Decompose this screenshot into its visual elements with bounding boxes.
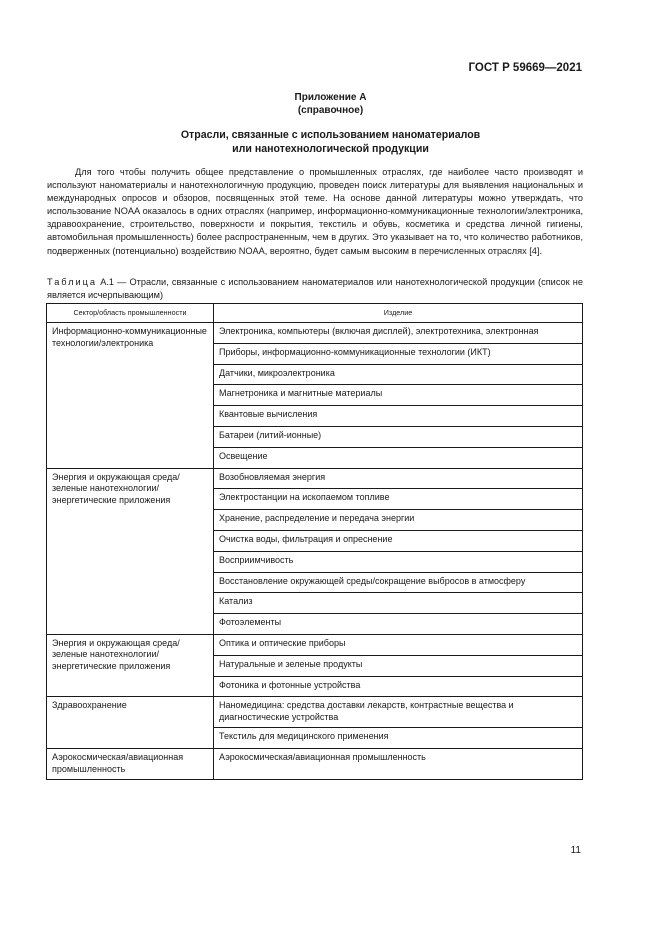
appendix-type: (справочное) [297, 105, 364, 116]
product-cell: Очистка воды, фильтрация и опреснение [214, 530, 583, 551]
product-cell: Аэрокосмическая/авиационная промышленность [214, 749, 583, 780]
sector-cell: Энергия и окружающая среда/зеленые нанотехнологии/энергетические приложения [47, 468, 214, 634]
sector-cell: Информационно-коммуникационные технологии/электроника [47, 323, 214, 469]
product-cell: Квантовые вычисления [214, 406, 583, 427]
caption-label: Таблица [47, 277, 98, 287]
product-cell: Текстиль для медицинского применения [214, 728, 583, 749]
sector-cell: Энергия и окружающая среда/зеленые нанотехнологии/энергетические приложения [47, 634, 214, 696]
product-cell: Фотоэлементы [214, 614, 583, 635]
product-cell: Оптика и оптические приборы [214, 634, 583, 655]
product-cell: Фотоника и фотонные устройства [214, 676, 583, 697]
product-cell: Восстановление окружающей среды/сокращение выбросов в атмосферу [214, 572, 583, 593]
standard-number: ГОСТ Р 59669—2021 [468, 62, 582, 74]
product-cell: Возобновляемая энергия [214, 468, 583, 489]
industries-table [46, 303, 583, 780]
table-caption [47, 276, 583, 301]
page-number: 11 [570, 845, 581, 856]
sector-cell: Здравоохранение [47, 697, 214, 749]
product-cell: Катализ [214, 593, 583, 614]
product-cell: Электростанции на ископаемом топливе [214, 489, 583, 510]
product-cell: Магнетроника и магнитные материалы [214, 385, 583, 406]
table-row [47, 323, 583, 344]
appendix-heading [0, 91, 661, 117]
table-row [47, 634, 583, 655]
appendix-title [0, 128, 661, 156]
product-cell: Натуральные и зеленые продукты [214, 655, 583, 676]
table-row [47, 697, 583, 728]
product-cell: Хранение, распределение и передача энергии [214, 510, 583, 531]
title-line-1: Отрасли, связанные с использованием наноматериалов [180, 129, 481, 141]
product-cell: Наномедицина: средства доставки лекарств, контрастные вещества и диагностические устройства [214, 697, 583, 728]
caption-text: — Отрасли, связанные с использованием наноматериалов или нанотехнологической продукции (список не является исчерпывающим) [47, 277, 583, 300]
header-product: Изделие [214, 304, 583, 323]
product-cell: Освещение [214, 447, 583, 468]
appendix-label: Приложение А [294, 92, 367, 103]
table-row [47, 749, 583, 780]
product-cell: Восприимчивость [214, 551, 583, 572]
table-header-row [47, 304, 583, 323]
table-row [47, 468, 583, 489]
title-line-2: или нанотехнологической продукции [232, 143, 429, 155]
product-cell: Батареи (литий-ионные) [214, 426, 583, 447]
intro-paragraph: Для того чтобы получить общее представление о промышленных отраслях, где наиболее часто производят и используют наноматериалы и нанотехнологичную продукцию, проведен поиск литературы для выявления национальных и международных опросов и обзоров, посвященных этой теме. На основе данной литературы можно утверждать, что использование NOAA оказалось в одних отраслях (например, информационно-коммуникационные технологии/электроника, здравоохранение, строительство, поверхности и покрытия, текстиль и обувь, косметика и средства личной гигиены, автомобильная промышленность) более распространенным, чем в других. Это указывает на то, что количество работников, подверженных (потенциально) воздействию NOAA, вероятно, будет самым высоким в перечисленных отраслях [4]. [47, 167, 583, 256]
header-sector: Сектор/область промышленности [47, 304, 214, 323]
sector-cell: Аэрокосмическая/авиационная промышленность [47, 749, 214, 780]
product-cell: Электроника, компьютеры (включая дисплей), электротехника, электронная [214, 323, 583, 344]
product-cell: Датчики, микроэлектроника [214, 364, 583, 385]
caption-number: А.1 [100, 277, 114, 287]
table-body [47, 323, 583, 780]
product-cell: Приборы, информационно-коммуникационные технологии (ИКТ) [214, 343, 583, 364]
